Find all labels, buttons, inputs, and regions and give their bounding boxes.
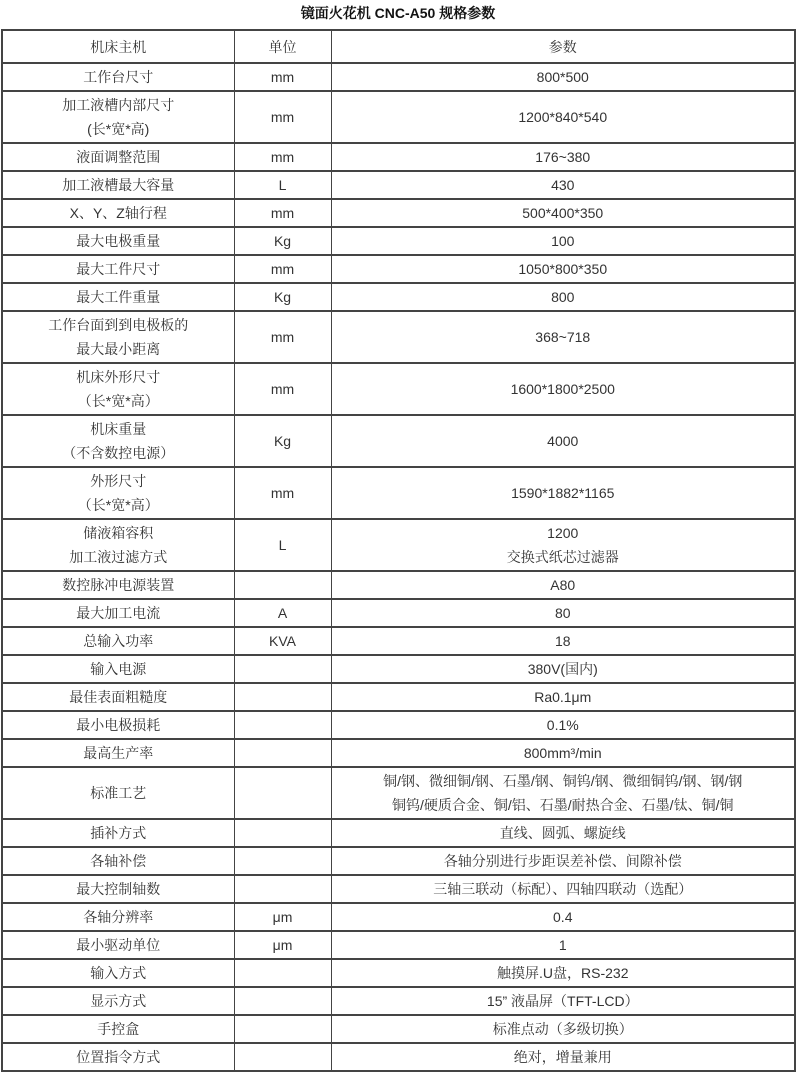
value-cell-line: 1590*1882*1165 [511, 485, 615, 501]
table-row [2, 519, 795, 571]
table-row [2, 599, 795, 627]
spec-name-cell-line: 加工液槽最大容量 [62, 177, 175, 193]
spec-name-cell [2, 683, 234, 711]
value-cell-line: 15” 液晶屏（TFT-LCD） [486, 993, 639, 1009]
unit-cell [234, 931, 331, 959]
unit-cell-line: A [277, 605, 288, 621]
value-cell [331, 91, 795, 143]
spec-name-cell [2, 415, 234, 467]
spec-name-cell [2, 931, 234, 959]
unit-cell-line: μm [272, 937, 293, 953]
value-cell-line: 800mm³/min [523, 745, 602, 761]
value-cell [331, 655, 795, 683]
unit-cell [234, 1015, 331, 1043]
spec-name-cell [2, 171, 234, 199]
spec-name-cell-line: 最大加工电流 [76, 605, 161, 621]
value-cell-line: Ra0.1μm [534, 689, 592, 705]
spec-name-cell-line: 储液箱容积 [83, 525, 154, 541]
table-row [2, 467, 795, 519]
spec-name-cell [2, 875, 234, 903]
table-row [2, 683, 795, 711]
value-cell [331, 1043, 795, 1071]
value-cell [331, 599, 795, 627]
value-cell-line: 18 [554, 633, 571, 649]
table-row [2, 63, 795, 91]
table-row [2, 227, 795, 255]
value-cell-line: 触摸屏.U盘，RS-232 [497, 965, 629, 981]
spec-name-cell-line: 输入方式 [90, 965, 147, 981]
value-cell [331, 903, 795, 931]
unit-cell [234, 227, 331, 255]
unit-cell [234, 627, 331, 655]
spec-name-cell [2, 519, 234, 571]
spec-name-cell [2, 1043, 234, 1071]
value-cell [331, 143, 795, 171]
value-cell [331, 1015, 795, 1043]
unit-cell [234, 711, 331, 739]
unit-cell-line: mm [270, 261, 295, 277]
spec-name-cell [2, 739, 234, 767]
spec-name-cell [2, 711, 234, 739]
value-cell [331, 283, 795, 311]
unit-cell [234, 655, 331, 683]
unit-cell [234, 683, 331, 711]
spec-name-cell-line: 最大最小距离 [76, 341, 161, 357]
unit-cell [234, 363, 331, 415]
header-unit: 单位 [234, 30, 331, 63]
table-row [2, 627, 795, 655]
spec-name-cell-line: 最大电极重量 [76, 233, 161, 249]
value-cell-line: 1200 [547, 525, 579, 541]
spec-name-cell-line: 外形尺寸 [90, 473, 147, 489]
table-row [2, 283, 795, 311]
value-cell [331, 875, 795, 903]
spec-name-cell [2, 63, 234, 91]
spec-name-cell [2, 1015, 234, 1043]
spec-table-body [2, 63, 795, 1071]
unit-cell [234, 571, 331, 599]
value-cell [331, 311, 795, 363]
value-cell-line: 1600*1800*2500 [510, 381, 615, 397]
spec-name-cell-line: 输入电源 [90, 661, 147, 677]
unit-cell-line: mm [270, 69, 295, 85]
unit-cell-line: L [278, 177, 287, 193]
table-row [2, 847, 795, 875]
unit-cell [234, 63, 331, 91]
value-cell-line: 铜钨/硬质合金、铜/铝、石墨/耐热合金、石墨/钛、铜/铜 [392, 797, 734, 813]
value-cell-line: 430 [551, 177, 575, 193]
value-cell [331, 571, 795, 599]
unit-cell-line: mm [270, 329, 295, 345]
header-machine-main: 机床主机 [2, 30, 234, 63]
value-cell [331, 847, 795, 875]
spec-name-cell-line: 工作台面到到电极板的 [48, 317, 189, 333]
table-row [2, 311, 795, 363]
table-row [2, 1043, 795, 1071]
table-row [2, 1015, 795, 1043]
table-row [2, 255, 795, 283]
spec-name-cell-line: 加工液过滤方式 [69, 549, 168, 565]
spec-name-cell-line: 各轴补偿 [90, 853, 147, 869]
spec-name-cell-line: 各轴分辨率 [83, 909, 154, 925]
value-cell-line: 绝对，增量兼用 [513, 1049, 612, 1065]
spec-name-cell [2, 227, 234, 255]
spec-name-cell-line: 最大工件尺寸 [76, 261, 161, 277]
spec-table [1, 29, 796, 1072]
unit-cell [234, 415, 331, 467]
spec-name-cell-line: 机床外形尺寸 [76, 369, 161, 385]
value-cell [331, 255, 795, 283]
value-cell-line: 铜/钢、微细铜/钢、石墨/钢、铜钨/钢、微细铜钨/钢、钢/钢 [383, 773, 743, 789]
unit-cell [234, 519, 331, 571]
value-cell [331, 739, 795, 767]
table-row [2, 655, 795, 683]
value-cell-line: 4000 [547, 433, 579, 449]
value-cell-line: 直线、圆弧、螺旋线 [499, 825, 626, 841]
unit-cell [234, 143, 331, 171]
table-row [2, 767, 795, 819]
value-cell [331, 63, 795, 91]
value-cell [331, 987, 795, 1015]
table-row [2, 91, 795, 143]
table-row [2, 875, 795, 903]
table-row [2, 739, 795, 767]
value-cell [331, 467, 795, 519]
value-cell-line: 380V(国内) [527, 661, 598, 677]
value-cell [331, 711, 795, 739]
unit-cell-line: mm [270, 381, 295, 397]
unit-cell [234, 767, 331, 819]
value-cell-line: 0.1% [546, 717, 579, 733]
spec-name-cell-line: （长*宽*高） [77, 393, 159, 409]
spec-name-cell-line: 显示方式 [90, 993, 147, 1009]
table-row [2, 171, 795, 199]
unit-cell [234, 739, 331, 767]
spec-name-cell-line: 最小电极损耗 [76, 717, 161, 733]
value-cell [331, 363, 795, 415]
value-cell-line: 0.4 [553, 909, 573, 925]
unit-cell [234, 283, 331, 311]
spec-name-cell-line: 机床重量 [90, 421, 147, 437]
value-cell [331, 519, 795, 571]
unit-cell-line: μm [272, 909, 293, 925]
spec-name-cell-line: 最大控制轴数 [76, 881, 161, 897]
spec-name-cell-line: 位置指令方式 [76, 1049, 161, 1065]
value-cell-line: 1 [558, 937, 567, 953]
spec-name-cell [2, 255, 234, 283]
spec-name-cell [2, 143, 234, 171]
unit-cell [234, 875, 331, 903]
spec-name-cell [2, 627, 234, 655]
spec-name-cell [2, 819, 234, 847]
spec-name-cell-line: (长*宽*高) [87, 121, 150, 137]
unit-cell [234, 903, 331, 931]
spec-name-cell [2, 199, 234, 227]
spec-name-cell [2, 847, 234, 875]
unit-cell [234, 847, 331, 875]
unit-cell-line: Kg [273, 433, 292, 449]
spec-name-cell [2, 599, 234, 627]
spec-name-cell [2, 283, 234, 311]
table-row [2, 415, 795, 467]
table-row [2, 199, 795, 227]
value-cell [331, 683, 795, 711]
value-cell-line: 标准点动（多级切换） [492, 1021, 633, 1037]
spec-name-cell-line: 液面调整范围 [76, 149, 161, 165]
spec-name-cell-line: 标准工艺 [90, 785, 147, 801]
value-cell-line: 368~718 [535, 329, 591, 345]
table-row [2, 819, 795, 847]
value-cell [331, 199, 795, 227]
value-cell [331, 959, 795, 987]
table-row [2, 143, 795, 171]
value-cell-line: 80 [554, 605, 571, 621]
unit-cell [234, 599, 331, 627]
unit-cell [234, 255, 331, 283]
table-row [2, 903, 795, 931]
value-cell [331, 767, 795, 819]
unit-cell [234, 819, 331, 847]
value-cell-line: 800 [551, 289, 575, 305]
table-row [2, 711, 795, 739]
value-cell [331, 931, 795, 959]
value-cell [331, 171, 795, 199]
spec-name-cell-line: 加工液槽内部尺寸 [62, 97, 175, 113]
unit-cell [234, 311, 331, 363]
unit-cell [234, 959, 331, 987]
spec-name-cell-line: 工作台尺寸 [83, 69, 154, 85]
spec-name-cell-line: （长*宽*高） [77, 497, 159, 513]
unit-cell [234, 171, 331, 199]
spec-name-cell-line: 插补方式 [90, 825, 147, 841]
spec-name-cell-line: 手控盒 [97, 1021, 140, 1037]
spec-name-cell [2, 467, 234, 519]
value-cell-line: 100 [551, 233, 575, 249]
unit-cell-line: KVA [269, 633, 296, 649]
unit-cell-line: mm [270, 149, 295, 165]
unit-cell [234, 91, 331, 143]
spec-name-cell [2, 987, 234, 1015]
spec-name-cell [2, 363, 234, 415]
unit-cell [234, 1043, 331, 1071]
spec-name-cell [2, 959, 234, 987]
value-cell [331, 819, 795, 847]
spec-name-cell-line: 最大工件重量 [76, 289, 161, 305]
spec-name-cell-line: 最高生产率 [83, 745, 154, 761]
spec-name-cell-line: 数控脉冲电源装置 [62, 577, 175, 593]
value-cell [331, 227, 795, 255]
table-row [2, 363, 795, 415]
unit-cell-line: L [278, 537, 287, 553]
spec-name-cell [2, 571, 234, 599]
spec-name-cell [2, 767, 234, 819]
header-row [2, 30, 795, 63]
spec-name-cell [2, 311, 234, 363]
value-cell-line: 交换式纸芯过滤器 [506, 549, 619, 565]
spec-name-cell-line: 最佳表面粗糙度 [69, 689, 168, 705]
value-cell-line: A80 [550, 577, 576, 593]
table-row [2, 987, 795, 1015]
unit-cell-line: Kg [273, 289, 292, 305]
unit-cell-line: Kg [273, 233, 292, 249]
table-row [2, 959, 795, 987]
unit-cell [234, 467, 331, 519]
table-row [2, 571, 795, 599]
unit-cell [234, 199, 331, 227]
spec-name-cell-line: 总输入功率 [83, 633, 154, 649]
spec-name-cell [2, 91, 234, 143]
value-cell-line: 1200*840*540 [518, 109, 608, 125]
value-cell-line: 176~380 [535, 149, 591, 165]
spec-name-cell-line: X、Y、Z轴行程 [69, 205, 167, 221]
header-parameter: 参数 [331, 30, 795, 63]
value-cell-line: 三轴三联动（标配）、四轴四联动（选配） [433, 881, 693, 897]
value-cell-line: 800*500 [536, 69, 589, 85]
spec-name-cell-line: （不含数控电源） [62, 445, 175, 461]
value-cell [331, 415, 795, 467]
value-cell-line: 500*400*350 [522, 205, 604, 221]
spec-name-cell [2, 655, 234, 683]
table-row [2, 931, 795, 959]
unit-cell-line: mm [270, 485, 295, 501]
value-cell-line: 1050*800*350 [518, 261, 608, 277]
page-title: 镜面火花机 CNC-A50 规格参数 [300, 5, 496, 21]
unit-cell-line: mm [270, 109, 295, 125]
spec-name-cell [2, 903, 234, 931]
unit-cell-line: mm [270, 205, 295, 221]
spec-name-cell-line: 最小驱动单位 [76, 937, 161, 953]
value-cell [331, 627, 795, 655]
value-cell-line: 各轴分别进行步距误差补偿、间隙补偿 [443, 853, 682, 869]
unit-cell [234, 987, 331, 1015]
